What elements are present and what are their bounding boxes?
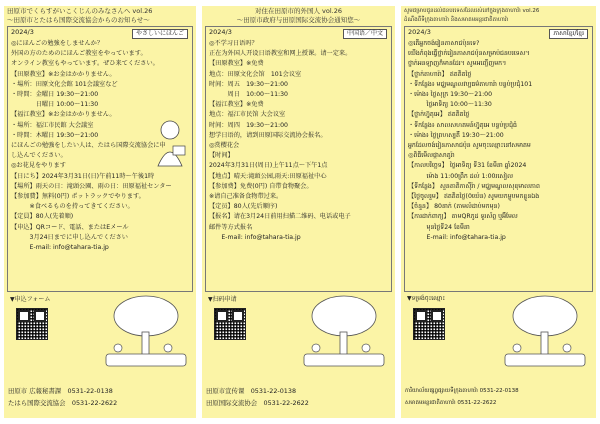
cherry-blossom-illustration [294,292,389,372]
content-line: 【申込】QRコード、電話、またはEメール [11,223,129,231]
content-line: ・ម៉ោង៖ ថ្ងៃព្រហស្បតិ៍ 19:30～21:00 [408,131,504,139]
content-box [404,26,593,292]
contact-city: 田原市宣传课 0531-22-0138 [206,387,297,395]
content-line: 【参加费】免费(0円) 自带食物聚会。 [209,182,313,190]
year-month: 2024/3 [209,28,232,36]
content-line: 地点：福江市民馆 大会议室 [209,111,286,119]
content-line: ・ម៉ោង៖ ថ្ងៃសុក្រ 19:30～21:00 [408,91,493,99]
content-lines [408,39,589,243]
qr-label: ▼申込フォーム [10,296,51,303]
content-line: 【定员】80人(先后顺序) [209,203,278,211]
content-line: 【ការដាក់ពាក្យ】 តាមQRកូដ ទូរស័ព្ទ ឬអ៊ីមែល [408,213,518,221]
content-line: 2024年3月31日(周日)上午11点～下午1点 [209,162,328,170]
content-line: 【ថ្នាក់ហ្វ៊ុគុអេ】 ឥតគិតថ្លៃ [408,111,470,119]
content-line: 【日にち】2024年3月31日(日)午前11時～午後1時 [11,172,155,180]
qr-label: ▼扫码申请 [208,296,237,303]
panel-japanese [4,6,196,418]
qr-code[interactable] [214,308,246,340]
header-title: 田原市でくらすがいこくじんのみなさんへ vol.26 [7,7,153,15]
content-line: にほんごの勉強をしたい人は、たはら国際交流協会に申 [11,142,166,150]
content-line: 时间：周五 19:30～21:00 [209,80,288,88]
content-line: 【場所】雨天の日：滝頭公園、雨の日：田原福祉センター [11,182,172,190]
content-line: 【ទីកន្លែង】 សួនតាគិកាស៊ីរ៉ា / មជ្ឈមណ្ឌលសុខុមាលភាព [408,182,540,190]
content-line: 地点：田原文化会馆 101会议室 [209,70,302,78]
header-title: 对住在田原市的外国人 vol.26 [254,7,343,15]
content-line: 【ថ្នាក់តាហារ៉ា】 ឥតគិតថ្លៃ [408,70,472,78]
content-line: អ្នកដែលចង់រៀនភាសាជប៉ុន សូមចុះឈ្មោះនៅសមាគម [408,142,531,150]
header-subtitle: ～田原市政府与田原国际交流协会通知您～ [236,16,361,24]
content-line: មុនថ្ងៃទី24 ខែមីនា [408,223,470,231]
content-box [205,26,392,292]
content-line: ថ្នាក់អនឡាញក៏មានដែរ។ សូមអញ្ជើញមក។ [408,60,507,68]
qr-code[interactable] [413,308,445,340]
content-line: E-mail: info@tahara-tia.jp [408,233,506,241]
content-line: ◎赏樱花会 [209,142,240,150]
content-line: ម៉ោង 11:00ព្រឹក ដល់ 1:00រសៀល [408,172,514,180]
content-line: ◎不学习日语吗？ [209,40,258,47]
qr-label: ▼ទម្រង់ចុះឈ្មោះ [407,295,446,302]
content-line: ・時間：金曜日 19:30～21:00 [11,91,99,99]
content-line: 【时间】 [209,152,234,160]
content-line: 【参加費】無料(0円) ポットラックでやります。 [11,193,145,201]
content-line: E-mail: info@tahara-tia.jp [209,233,301,241]
content-line: 【田原教室】※お金はかかりません。 [11,70,116,78]
qr-code[interactable] [16,308,48,340]
content-line: 日曜日 10:00～11:30 [11,101,99,109]
content-line: ・ទីកន្លែង៖ សាលសហគមន៍ហ្វ៊ុគុអេ បន្ទប់ប្រជុំធំ [408,121,517,129]
content-line: E-mail: info@tahara-tia.jp [11,244,109,252]
content-line: 【ចំនួន】 80នាក់ (តាមលំដាប់មកមុន) [408,203,500,211]
content-line: ◎にほんごの勉強をしませんか？ [11,40,104,47]
content-line: ・場所：田原文化会館 101会議室など [11,80,118,88]
content-line: ・時間：木曜日 19:30～21:00 [11,131,99,139]
content-line: ※食べるものを持ってきてください。 [11,203,134,211]
header-title: សូមជម្រាបជូនដល់ជនបរទេសដែលរស់នៅក្នុងក្រុងតាហារ៉ា vol.26 [404,8,540,14]
contact-association: សមាគមអន្តរជាតិតាហារ៉ា 0531-22-2622 [405,400,497,406]
content-line: 【福江教室】※お金はかかりません。 [11,111,116,119]
content-line: ・ទីកន្លែង៖ មជ្ឈមណ្ឌលវប្បធម៌តាហារ៉ា បន្ទប់ប្រជុំ101 [408,80,533,88]
content-line: し込んでください。 [11,152,67,160]
year-month: 2024/3 [408,28,431,36]
content-line: 【ថ្លៃចូលរួម】 ឥតគិតថ្លៃ(0យ៉េន) សូមយកម្ហូបមកខ្លួនឯង [408,193,540,201]
header-subtitle: ～田原市とたはら国際交流協会からのお知らせ～ [7,16,150,24]
header-subtitle: ដំណឹងពីទីក្រុងតាហារ៉ា និងសមាគមអន្តរជាតិតាហារ៉ា [404,17,509,23]
content-line: 时间：周四 19:30～21:00 [209,121,288,129]
content-line: 【地点】晴天:滝頭公园,雨天:田原福祉中心 [209,172,327,180]
content-line: 邮件等方式报名 [209,223,253,231]
content-line: 想学日语的，请到田原国际交流协会报名。 [209,131,327,139]
year-month: 2024/3 [11,28,34,36]
language-tag: やさしいにほんご [132,29,188,39]
content-line: 正在为外国人开设日语教室和网上授课。请一定来。 [209,50,352,58]
content-line: 【定員】80人(先着順) [11,213,74,221]
contact-association: たはら国際交流協会 0531-22-2622 [8,399,118,407]
content-line: ※请自己准备食物带过来。 [209,193,283,201]
content-line: 【កាលបរិច្ឆេទ】 ថ្ងៃអាទិត្យ ទី31 ខែមីនា ឆ្នាំ2024 [408,162,527,170]
content-line: 外国の方のためのにほんご教室をやっています。 [11,50,147,58]
panel-khmer [401,6,596,418]
content-line: ◎ពិធីមើលផ្កាសាគូរ៉ា [408,152,455,160]
content-line: 【福江教室】※免费 [209,101,264,109]
content-line: យើងកំពុងធ្វើថ្នាក់រៀនភាសាជប៉ុនសម្រាប់ជនបរទេស។ [408,50,530,58]
content-line: ◎お花見をやります [11,162,66,170]
cherry-blossom-illustration [96,292,191,372]
contact-association: 田原国际交流协会 0531-22-2622 [206,399,309,407]
content-line: 3月24日までに申し込んでください [11,233,128,241]
language-tag: 中国语／中文 [343,29,387,39]
contact-city: 田原市 広報秘書課 0531-22-0138 [8,387,113,395]
panel-chinese [202,6,395,418]
content-line: ថ្ងៃអាទិត្យ 10:00～11:30 [408,101,492,109]
content-line: オンライン教室もやっています。ぜひ来てください。 [11,60,159,68]
content-line: 【田原教室】※免费 [209,60,264,68]
content-line: ◎តើអ្នកចង់រៀនភាសាជប៉ុនទេ? [408,40,480,47]
teacher-illustration [150,116,190,168]
content-line: ・場所：福江市民館 大会議室 [11,121,94,129]
content-line: 周日 10:00～11:30 [209,91,288,99]
contact-city: ការិយាល័យផ្សព្វផ្សាយទីក្រុងតាហារ៉ា 0531-22-0138 [405,388,519,394]
content-line: 【报名】请在3月24日前用扫描二维码、电话或电子 [209,213,351,221]
content-lines [209,39,388,243]
cherry-blossom-illustration [495,292,590,372]
language-tag: ភាសាខ្មែរ/ខ្មែរ [549,29,588,39]
